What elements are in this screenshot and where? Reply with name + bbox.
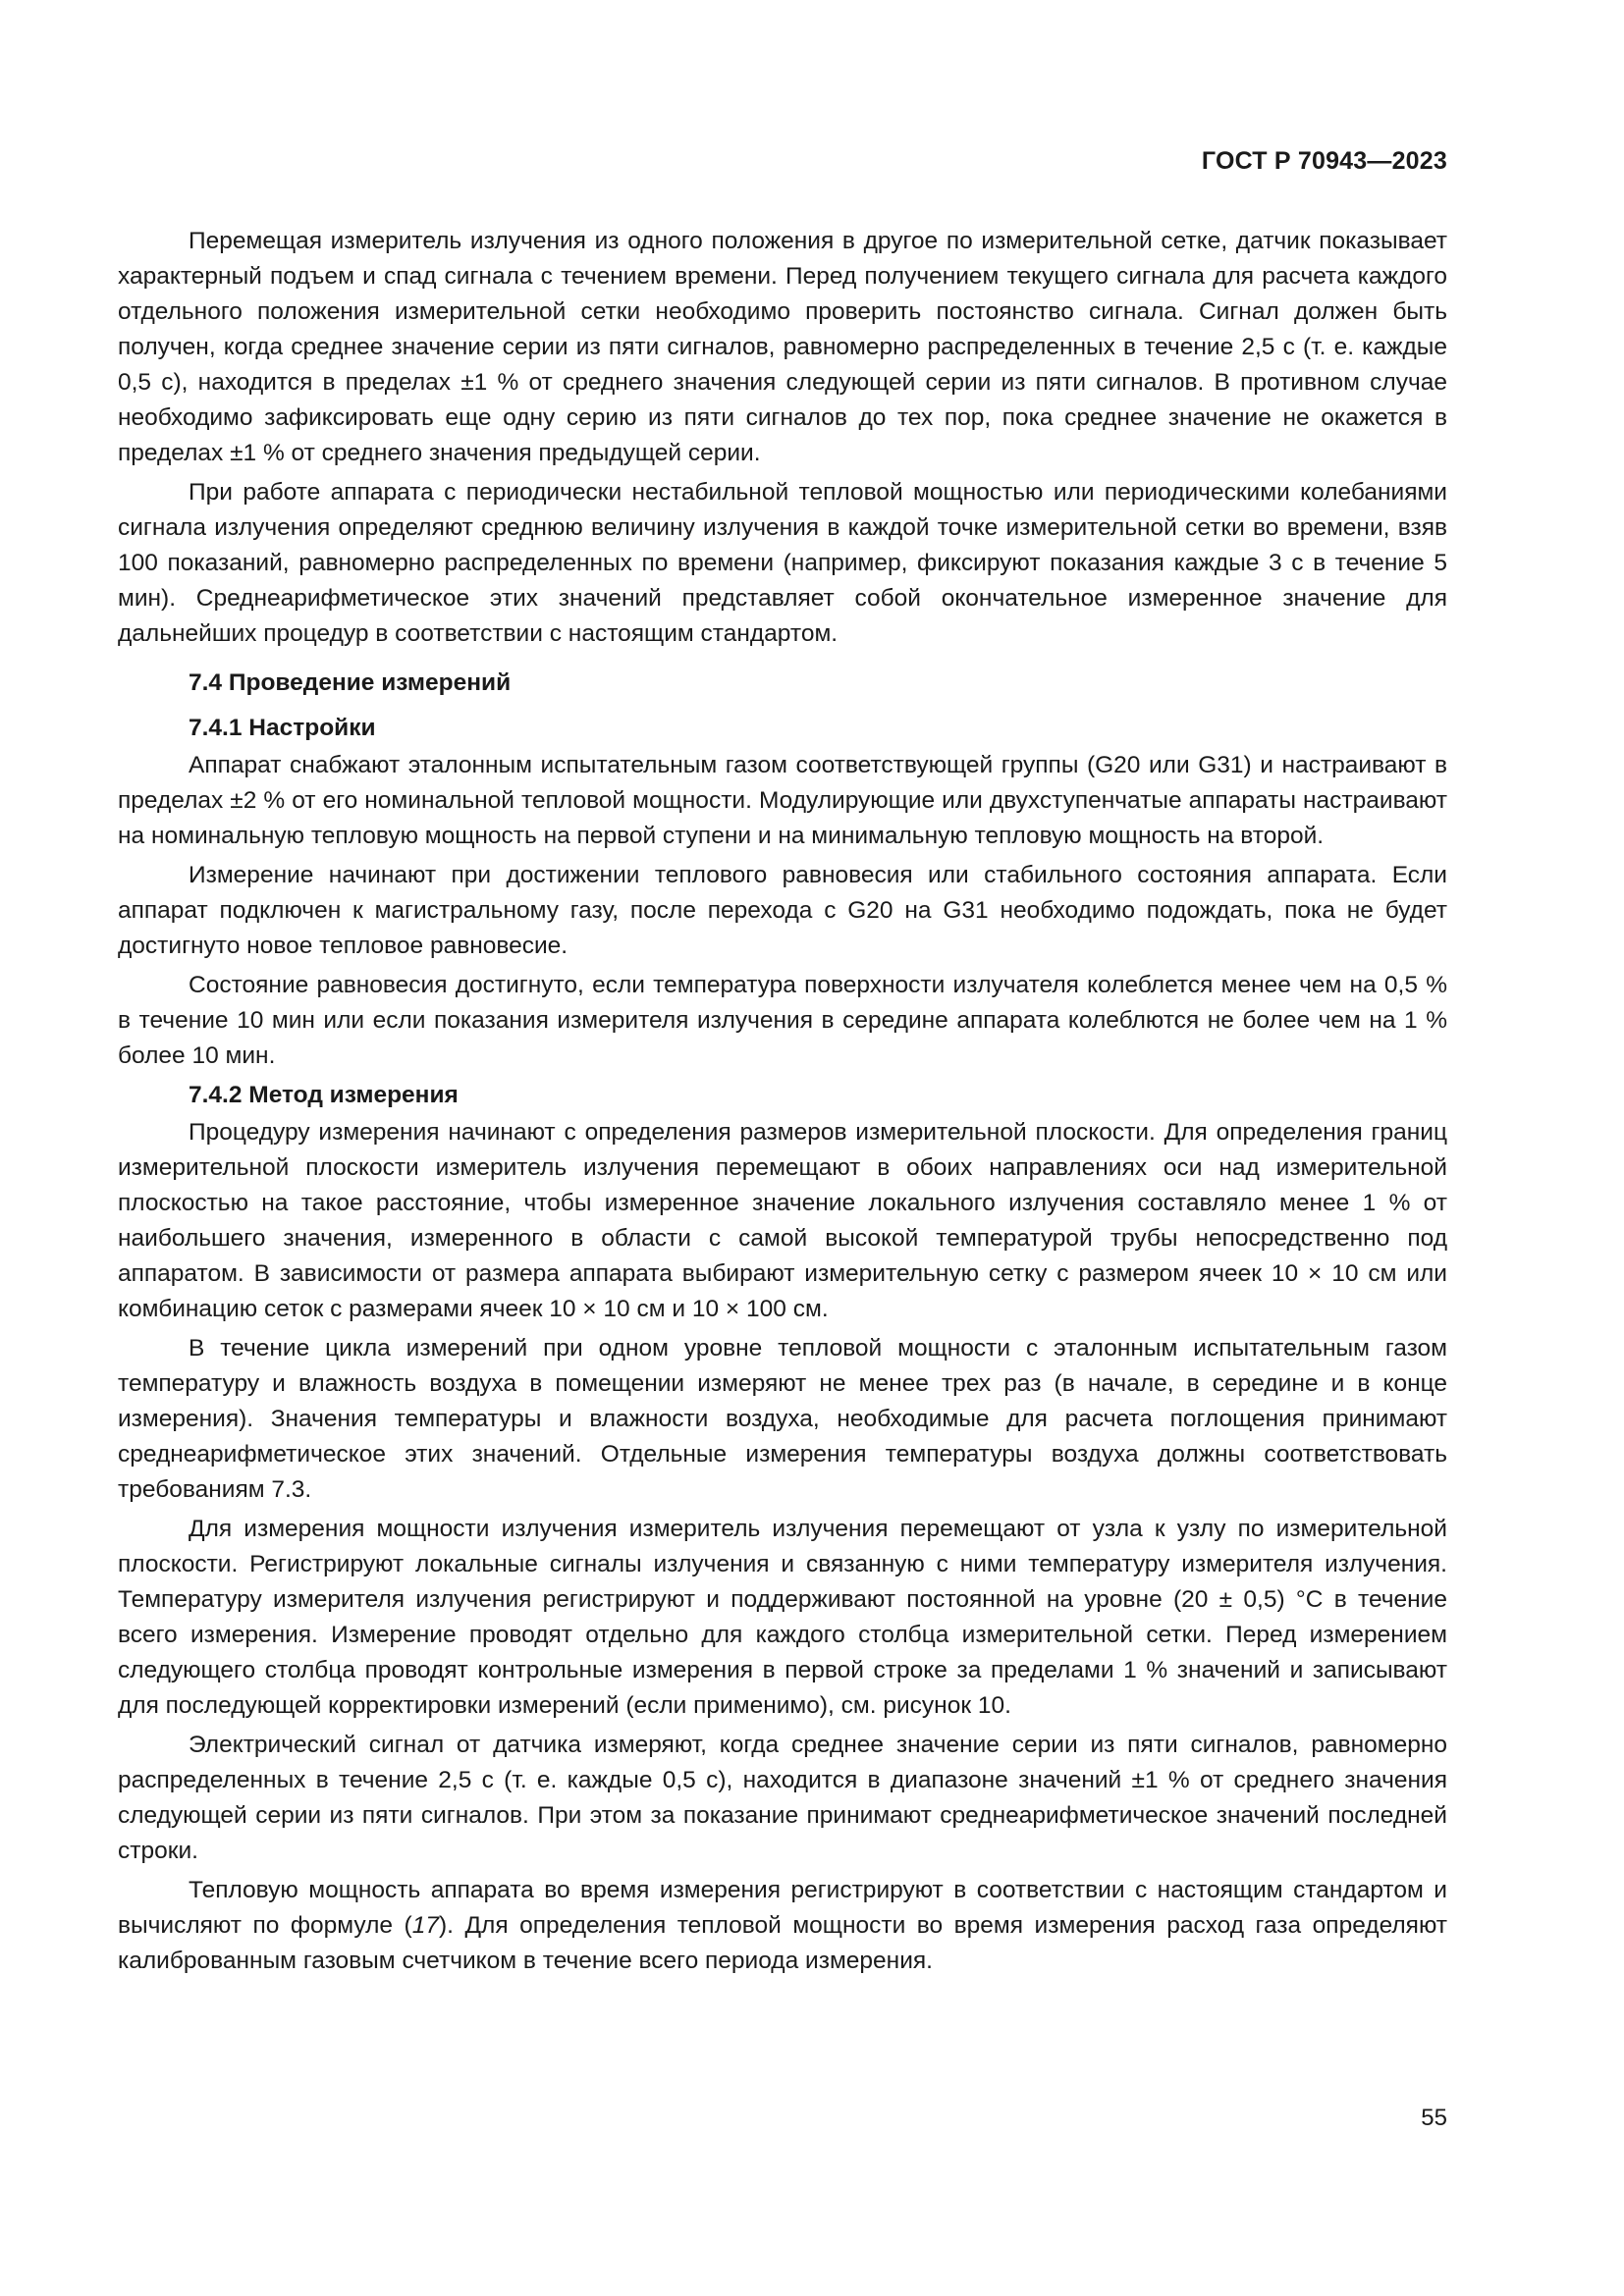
- paragraph: В течение цикла измерений при одном уровне тепловой мощности с эталонным испытательным газом температуру и влажность воздуха в помещении измеряют не менее трех раз (в начале, в середине и в конце измерения). Значения температуры и влажности воздуха, необходимые для расчета поглощения принимают среднеарифметическое этих значений. Отдельные измерения температуры воздуха должны соответствовать требованиям 7.3.: [118, 1335, 1447, 1503]
- paragraph: Аппарат снабжают эталонным испытательным газом соответствующей группы (G20 или G31) и настраивают в пределах ±2 % от его номинальной тепловой мощности. Модулирующие или двухступенчатые аппараты настраивают на номинальную тепловую мощность на первой ступени и на минимальную тепловую мощность на второй.: [118, 752, 1447, 849]
- paragraph-text: Тепловую мощность аппарата во время измерения регистрируют в соответствии с настоящим стандартом и вычисляют по формуле (: [118, 1877, 1447, 1939]
- paragraph: Для измерения мощности излучения измеритель излучения перемещают от узла к узлу по измерительной плоскости. Регистрируют локальные сигналы излучения и связанную с ними температуру измерителя излучения. Температуру измерителя излучения регистрируют и поддерживают постоянной на уровне (20 ± 0,5) °С в течение всего измерения. Измерение проводят отдельно для каждого столбца измерительной сетки. Перед измерением следующего столбца проводят контрольные измерения в первой строке за пределами 1 % значений и записывают для последующей корректировки измерений (если применимо), см. рисунок 10.: [118, 1516, 1447, 1719]
- paragraph: При работе аппарата с периодически нестабильной тепловой мощностью или периодическими колебаниями сигнала излучения определяют среднюю величину излучения в каждой точке измерительной сетки во времени, взяв 100 показаний, равномерно распределенных по времени (например, фиксируют показания каждые 3 с в течение 5 мин). Среднеарифметическое этих значений представляет собой окончательное измеренное значение для дальнейших процедур в соответствии с настоящим стандартом.: [118, 479, 1447, 647]
- paragraph: Процедуру измерения начинают с определения размеров измерительной плоскости. Для определения границ измерительной плоскости измеритель излучения перемещают в обоих направлениях оси над измерительной плоскостью на такое расстояние, чтобы измеренное значение локального излучения составляло менее 1 % от наибольшего значения, измеренного в области с самой высокой температурой трубы непосредственно под аппаратом. В зависимости от размера аппарата выбирают измерительную сетку с размером ячеек 10 × 10 см или комбинацию сеток с размерами ячеек 10 × 10 см и 10 × 100 см.: [118, 1119, 1447, 1322]
- paragraph: Электрический сигнал от датчика измеряют, когда среднее значение серии из пяти сигналов, равномерно распределенных в течение 2,5 с (т. е. каждые 0,5 с), находится в диапазоне значений ±1 % от среднего значения следующей серии из пяти сигналов. При этом за показание принимают среднеарифметическое значений последней строки.: [118, 1732, 1447, 1864]
- page-number: 55: [1421, 2105, 1447, 2131]
- document-header-id: ГОСТ Р 70943—2023: [1201, 147, 1447, 175]
- paragraph: [118, 1873, 1447, 1979]
- paragraph-text: ). Для определения тепловой мощности во время измерения расход газа определяют калиброванным газовым счетчиком в течение всего периода измерения.: [118, 1912, 1448, 1974]
- section-heading-7-4: 7.4 Проведение измерений: [189, 669, 512, 696]
- document-body: [118, 224, 1447, 1983]
- subsection-heading-7-4-2: 7.4.2 Метод измерения: [189, 1082, 459, 1108]
- paragraph: Измерение начинают при достижении теплового равновесия или стабильного состояния аппарата. Если аппарат подключен к магистральному газу, после перехода с G20 на G31 необходимо подождать, пока не будет достигнуто новое тепловое равновесие.: [118, 862, 1447, 959]
- paragraph: Состояние равновесия достигнуто, если температура поверхности излучателя колеблется менее чем на 0,5 % в течение 10 мин или если показания измерителя излучения в середине аппарата колеблются не более чем на 1 % более 10 мин.: [118, 972, 1447, 1069]
- formula-reference: 17: [411, 1912, 439, 1939]
- paragraph: Перемещая измеритель излучения из одного положения в другое по измерительной сетке, датчик показывает характерный подъем и спад сигнала с течением времени. Перед получением текущего сигнала для расчета каждого отдельного положения измерительной сетки необходимо проверить постоянство сигнала. Сигнал должен быть получен, когда среднее значение серии из пяти сигналов, равномерно распределенных в течение 2,5 с (т. е. каждые 0,5 с), находится в пределах ±1 % от среднего значения следующей серии из пяти сигналов. В противном случае необходимо зафиксировать еще одну серию из пяти сигналов до тех пор, пока среднее значение не окажется в пределах ±1 % от среднего значения предыдущей серии.: [118, 228, 1447, 466]
- subsection-heading-7-4-1: 7.4.1 Настройки: [189, 715, 376, 741]
